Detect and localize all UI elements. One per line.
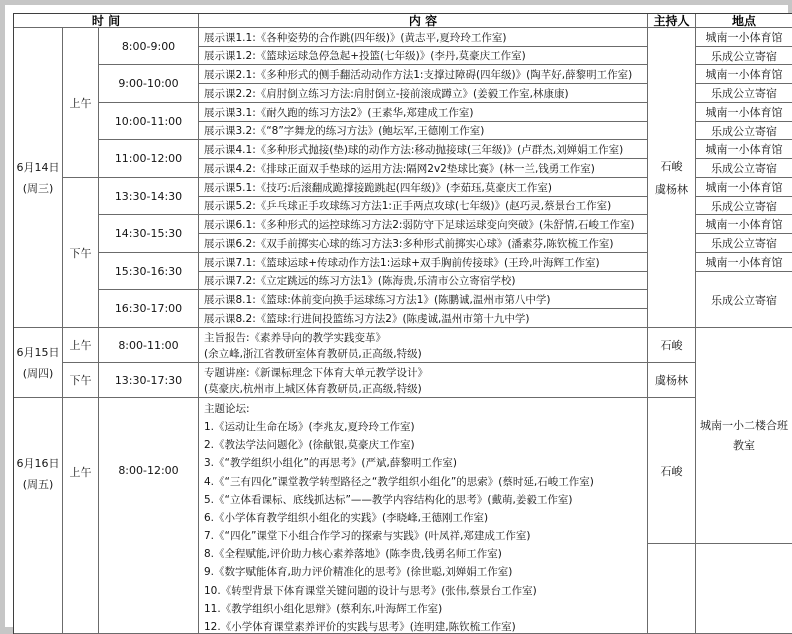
location-cell-merged: 乐成公立寄宿: [696, 272, 792, 328]
location-cell: 城南一小体育馆: [696, 65, 792, 84]
location-cell: 城南一小体育馆: [696, 178, 792, 197]
content-row: 展示课6.2:《双手前掷实心球的练习方法3:多种形式前掷实心球》(潘素芬,陈钦梳工作室): [199, 234, 648, 253]
content-row: 展示课7.2:《立定跳远的练习方法1》(陈海贵,乐清市公立寄宿学校): [199, 272, 648, 290]
content-row: 展示课1.1:《各种姿势的合作跳(四年级)》(黄志平,夏玲玲工作室): [199, 28, 648, 47]
location-cell: 城南一小体育馆: [696, 215, 792, 234]
empty-host-cell: [648, 544, 696, 634]
location-cell: 乐成公立寄宿: [696, 234, 792, 253]
day3-am-label: 上午: [63, 398, 99, 634]
forum-item: 6.《小学体育教学组织小组化的实践》(李晓峰,王德刚工作室): [204, 511, 489, 524]
time-slot: 10:00-11:00: [99, 103, 199, 140]
location-cell: 城南一小体育馆: [696, 28, 792, 47]
day3-date-cell: [14, 398, 63, 634]
header-host: 主持人: [648, 14, 696, 28]
time-slot: 9:00-10:00: [99, 65, 199, 103]
day2-am-label: 上午: [63, 328, 99, 363]
day2-date: 6月15日: [16, 345, 60, 359]
time-slot: 14:30-15:30: [99, 215, 199, 253]
content-row: 展示课2.1:《多种形式的侧手翻活动动作方法1:支撑过障碍(四年级)》(陶芊好,薛黎明工作室): [199, 65, 648, 84]
time-slot: 8:00-11:00: [99, 328, 199, 363]
day1-week: (周三): [22, 181, 54, 195]
report-title: 主旨报告:《素养导向的教学实践变革》: [204, 332, 387, 344]
schedule-table: [13, 13, 792, 634]
content-row: 展示课4.1:《多种形式抛接(垫)球的动作方法:移动抛接球(三年级)》(卢群杰,刘婵娟工作室): [199, 140, 648, 159]
location-cell: 乐成公立寄宿: [696, 159, 792, 178]
content-row: 展示课5.2:《乒乓球正手攻球练习方法1:正手两点攻球(七年级)》(赵巧灵,蔡景台工作室): [199, 197, 648, 215]
content-row: 展示课7.1:《篮球运球+传球动作方法1:运球+双手胸前传接球》(王玲,叶海辉工作室): [199, 253, 648, 272]
content-row: 展示课4.2:《排球正面双手垫球的运用方法:隔网2v2垫球比赛》(林一兰,钱勇工作室): [199, 159, 648, 178]
forum-content-cell: [199, 398, 648, 634]
content-row: 展示课5.1:《技巧:后滚翻成跪撑接跪跳起(四年级)》(李茹珏,莫豪庆工作室): [199, 178, 648, 197]
host-name: 虞杨林: [655, 182, 688, 196]
forum-item: 4.《“三有四化”课堂教学转型路径之“教学组织小组化”的思索》(蔡时延,石峻工作室): [204, 475, 594, 488]
document-page: [5, 5, 788, 633]
day1-pm-label: 下午: [63, 178, 99, 328]
location-cell: 城南一小体育馆: [696, 140, 792, 159]
location-cell: 城南一小体育馆: [696, 253, 792, 272]
day2-week: (周四): [22, 366, 54, 380]
day1-am-label: 上午: [63, 28, 99, 178]
time-slot: 8:00-12:00: [99, 398, 199, 634]
day2-pm-label: 下午: [63, 363, 99, 398]
forum-item: 2.《教法学法问题化》(徐献银,莫豪庆工作室): [204, 439, 415, 452]
day1-host-cell: [648, 28, 696, 328]
time-slot: 13:30-14:30: [99, 178, 199, 215]
time-slot: 16:30-17:00: [99, 290, 199, 328]
host-name: 虞杨林: [648, 363, 696, 398]
location-cell: 乐成公立寄宿: [696, 47, 792, 65]
host-name: 石峻: [660, 159, 683, 173]
content-row: 展示课6.1:《多种形式的运控球练习方法2:弱防守下足球运球变向突破》(朱舒情,石峻工作室): [199, 215, 648, 234]
content-row: 展示课2.2:《肩肘倒立练习方法:肩肘倒立-接前滚成蹲立》(姜毅工作室,林康康): [199, 84, 648, 103]
header-content: 内 容: [199, 14, 648, 28]
forum-item: 1.《运动让生命在场》(李兆友,夏玲玲工作室): [204, 421, 415, 434]
lecture-speaker: (莫豪庆,杭州市上城区体育教研员,正高级,特级): [204, 383, 422, 395]
location-cell-merged: 城南一小二楼合班教室: [696, 328, 792, 544]
location-cell: 乐成公立寄宿: [696, 122, 792, 140]
content-row: 展示课8.2:《篮球:行进间投篮练习方法2》(陈虔诚,温州市第十九中学): [199, 309, 648, 328]
empty-location-cell: [696, 544, 792, 634]
lecture-title: 专题讲座:《新课标理念下体育大单元教学设计》: [204, 367, 429, 379]
host-name: 石峻: [648, 398, 696, 544]
content-row: 展示课1.2:《篮球运球急停急起+投篮(七年级)》(李丹,莫豪庆工作室): [199, 47, 648, 65]
forum-item: 3.《“教学组织小组化”的再思考》(严斌,薛黎明工作室): [204, 457, 457, 470]
content-row: [199, 363, 648, 398]
header-location: 地点: [696, 14, 792, 28]
content-row: [199, 328, 648, 363]
time-slot: 8:00-9:00: [99, 28, 199, 65]
time-slot: 13:30-17:30: [99, 363, 199, 398]
forum-item: 12.《小学体育课堂素养评价的实践与思考》(连明建,陈钦梳工作室): [204, 620, 516, 633]
forum-item: 11.《教学组织小组化思辩》(蔡利东,叶海辉工作室): [204, 602, 443, 615]
report-speaker: (余立峰,浙江省教研室体育教研员,正高级,特级): [204, 348, 422, 360]
content-row: 展示课3.2:《“8”字舞龙的练习方法》(鲍坛军,王德刚工作室): [199, 122, 648, 140]
forum-title: 主题论坛:: [204, 403, 250, 415]
host-name: 石峻: [648, 328, 696, 363]
location-cell: 乐成公立寄宿: [696, 84, 792, 103]
day3-week: (周五): [22, 478, 54, 491]
location-cell: 乐成公立寄宿: [696, 197, 792, 215]
time-slot: 11:00-12:00: [99, 140, 199, 178]
forum-item: 10.《转型背景下体育课堂关键问题的设计与思考》(张伟,蔡景台工作室): [204, 584, 537, 597]
forum-item: 5.《“立体看课标、底线抓达标”——教学内容结构化的思考》(戴萌,姜毅工作室): [204, 493, 573, 506]
forum-item: 9.《数字赋能体育,助力评价精准化的思考》(徐世聪,刘婵娟工作室): [204, 566, 513, 579]
header-time: 时 间: [14, 14, 199, 28]
forum-item: 7.《“四化”课堂下小组合作学习的探索与实践》(叶凤祥,郑建成工作室): [204, 530, 531, 543]
day1-date-cell: [14, 28, 63, 328]
content-row: 展示课8.1:《篮球:体前变向换手运球练习方法1》(陈鹏诚,温州市第八中学): [199, 290, 648, 309]
day3-date: 6月16日: [16, 457, 60, 470]
forum-item: 8.《全程赋能,评价助力核心素养落地》(陈李贵,钱勇名师工作室): [204, 548, 502, 561]
day1-date: 6月14日: [16, 160, 60, 174]
time-slot: 15:30-16:30: [99, 253, 199, 290]
day2-date-cell: [14, 328, 63, 398]
content-row: 展示课3.1:《耐久跑的练习方法2》(王素华,郑建成工作室): [199, 103, 648, 122]
location-cell: 城南一小体育馆: [696, 103, 792, 122]
